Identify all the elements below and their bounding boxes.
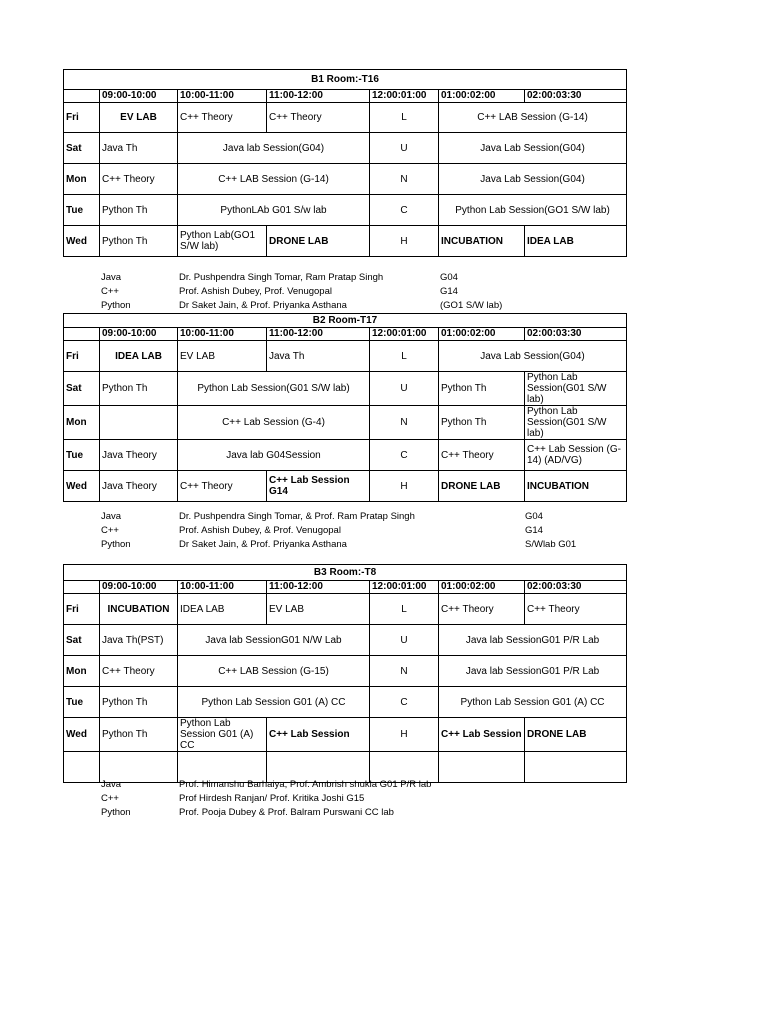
class-cell: C++ Lab Session (439, 718, 525, 752)
class-cell: Python Lab Session(G01 S/W lab) (525, 406, 627, 440)
faculty-names: Prof. Pooja Dubey & Prof. Balram Purswani CC lab (179, 807, 394, 818)
lunch-cell: N (370, 656, 439, 687)
timetable-b1 (63, 69, 627, 257)
day-cell: Mon (64, 164, 100, 195)
class-cell: Java Theory (100, 440, 178, 471)
class-cell: IDEA LAB (178, 594, 267, 625)
class-cell: Python Th (439, 406, 525, 440)
class-cell: Python Lab Session G01 (A) CC (178, 718, 267, 752)
lab-name: G04 (525, 511, 543, 522)
slot-header: 11:00-12:00 (267, 328, 370, 341)
day-cell: Sat (64, 133, 100, 164)
class-cell: C++ Theory (178, 103, 267, 133)
class-cell: Java Lab Session(G04) (439, 164, 627, 195)
class-cell: C++ Theory (178, 471, 267, 502)
class-cell: C++ LAB Session (G-14) (439, 103, 627, 133)
lunch-cell: H (370, 471, 439, 502)
empty-cell (439, 752, 525, 783)
slot-header: 11:00-12:00 (267, 90, 370, 103)
class-cell: C++ Theory (525, 594, 627, 625)
day-cell: Mon (64, 406, 100, 440)
lunch-cell: H (370, 718, 439, 752)
class-cell: Python Lab(GO1 S/W lab) (178, 226, 267, 257)
class-cell: EV LAB (100, 103, 178, 133)
lunch-cell: C (370, 440, 439, 471)
class-cell: Python Th (100, 226, 178, 257)
class-cell: PythonLAb G01 S/w lab (178, 195, 370, 226)
slot-header: 01:00:02:00 (439, 581, 525, 594)
class-cell: Python Lab Session G01 (A) CC (439, 687, 627, 718)
slot-header: 10:00-11:00 (178, 328, 267, 341)
lunch-cell: U (370, 133, 439, 164)
lab-name: (GO1 S/W lab) (440, 300, 503, 311)
class-cell: DRONE LAB (439, 471, 525, 502)
class-cell: C++ Lab Session (G-14) (AD/VG) (525, 440, 627, 471)
class-cell: Java Theory (100, 471, 178, 502)
section-title: B1 Room:-T16 (64, 70, 627, 90)
class-cell: Python Th (100, 718, 178, 752)
class-cell: Java Th (100, 133, 178, 164)
lunch-cell: C (370, 687, 439, 718)
class-cell: IDEA LAB (100, 341, 178, 372)
faculty-names: Dr Saket Jain, & Prof. Priyanka Asthana (179, 300, 347, 311)
slot-header: 09:00-10:00 (100, 328, 178, 341)
subject: Java (101, 779, 122, 790)
slot-header: 10:00-11:00 (178, 90, 267, 103)
subject: Python (101, 300, 131, 311)
class-cell: Java Lab Session(G04) (439, 133, 627, 164)
class-cell: C++ Theory (439, 594, 525, 625)
slot-header: 02:00:03:30 (525, 90, 627, 103)
day-cell: Sat (64, 625, 100, 656)
class-cell: Java lab SessionG01 P/R Lab (439, 656, 627, 687)
lunch-cell: L (370, 594, 439, 625)
class-cell: INCUBATION (100, 594, 178, 625)
day-cell: Fri (64, 341, 100, 372)
class-cell: C++ LAB Session (G-14) (178, 164, 370, 195)
section-title: B2 Room-T17 (64, 314, 627, 328)
day-cell: Wed (64, 226, 100, 257)
lab-name: G14 (440, 286, 458, 297)
slot-header: 12:00:01:00 (370, 328, 439, 341)
day-cell: Tue (64, 440, 100, 471)
day-cell: Fri (64, 103, 100, 133)
slot-header: 09:00-10:00 (100, 90, 178, 103)
class-cell: INCUBATION (439, 226, 525, 257)
faculty-names: Prof Hirdesh Ranjan/ Prof. Kritika Joshi G15 (179, 793, 365, 804)
class-cell: INCUBATION (525, 471, 627, 502)
day-cell: Wed (64, 718, 100, 752)
timetable-b3 (63, 564, 627, 783)
corner-cell (64, 90, 100, 103)
slot-header: 11:00-12:00 (267, 581, 370, 594)
class-cell: Java lab Session(G04) (178, 133, 370, 164)
day-cell: Mon (64, 656, 100, 687)
day-cell: Tue (64, 195, 100, 226)
class-cell: C++ Theory (439, 440, 525, 471)
faculty-names: Prof. Himanshu Barhaiya, Prof. Ambrish shukla G01 P/R lab (179, 779, 432, 790)
empty-cell (64, 752, 100, 783)
lunch-cell: N (370, 406, 439, 440)
class-cell: Java Lab Session(G04) (439, 341, 627, 372)
class-cell: Java lab SessionG01 N/W Lab (178, 625, 370, 656)
class-cell: C++ Theory (267, 103, 370, 133)
subject: Python (101, 539, 131, 550)
day-cell: Wed (64, 471, 100, 502)
lunch-cell: C (370, 195, 439, 226)
lunch-cell: U (370, 372, 439, 406)
faculty-names: Prof. Ashish Dubey, Prof. Venugopal (179, 286, 332, 297)
lunch-cell: L (370, 341, 439, 372)
class-cell: IDEA LAB (525, 226, 627, 257)
lab-name: S/Wlab G01 (525, 539, 577, 550)
faculty-names: Dr. Pushpendra Singh Tomar, & Prof. Ram Pratap Singh (179, 511, 415, 522)
class-cell (100, 406, 178, 440)
class-cell: EV LAB (267, 594, 370, 625)
slot-header: 01:00:02:00 (439, 328, 525, 341)
class-cell: DRONE LAB (267, 226, 370, 257)
class-cell: Java Th (267, 341, 370, 372)
lunch-cell: H (370, 226, 439, 257)
lunch-cell: U (370, 625, 439, 656)
class-cell: Python Lab Session(G01 S/W lab) (178, 372, 370, 406)
slot-header: 02:00:03:30 (525, 581, 627, 594)
slot-header: 01:00:02:00 (439, 90, 525, 103)
slot-header: 02:00:03:30 (525, 328, 627, 341)
lab-name: G04 (440, 272, 458, 283)
class-cell: DRONE LAB (525, 718, 627, 752)
faculty-names: Dr Saket Jain, & Prof. Priyanka Asthana (179, 539, 347, 550)
faculty-names: Dr. Pushpendra Singh Tomar, Ram Pratap Singh (179, 272, 384, 283)
class-cell: C++ LAB Session (G-15) (178, 656, 370, 687)
class-cell: C++ Lab Session (267, 718, 370, 752)
lunch-cell: L (370, 103, 439, 133)
slot-header: 10:00-11:00 (178, 581, 267, 594)
slot-header: 12:00:01:00 (370, 581, 439, 594)
class-cell: Java Th(PST) (100, 625, 178, 656)
lunch-cell: N (370, 164, 439, 195)
slot-header: 12:00:01:00 (370, 90, 439, 103)
class-cell: C++ Theory (100, 656, 178, 687)
day-cell: Tue (64, 687, 100, 718)
subject: Java (101, 511, 122, 522)
subject: Java (101, 272, 122, 283)
class-cell: EV LAB (178, 341, 267, 372)
day-cell: Sat (64, 372, 100, 406)
lab-name: G14 (525, 525, 543, 536)
empty-cell (525, 752, 627, 783)
class-cell: Python Th (100, 195, 178, 226)
corner-cell (64, 328, 100, 341)
timetable-b2 (63, 313, 627, 502)
day-cell: Fri (64, 594, 100, 625)
section-title: B3 Room:-T8 (64, 565, 627, 581)
slot-header: 09:00-10:00 (100, 581, 178, 594)
class-cell: Python Th (100, 372, 178, 406)
class-cell: Python Th (100, 687, 178, 718)
class-cell: Java lab G04Session (178, 440, 370, 471)
corner-cell (64, 581, 100, 594)
class-cell: Python Lab Session(G01 S/W lab) (525, 372, 627, 406)
subject: C++ (101, 525, 119, 536)
class-cell: C++ Theory (100, 164, 178, 195)
subject: Python (101, 807, 131, 818)
subject: C++ (101, 793, 119, 804)
class-cell: Python Lab Session(GO1 S/W lab) (439, 195, 627, 226)
class-cell: Python Th (439, 372, 525, 406)
faculty-names: Prof. Ashish Dubey, & Prof. Venugopal (179, 525, 341, 536)
subject: C++ (101, 286, 119, 297)
class-cell: C++ Lab Session (G-4) (178, 406, 370, 440)
class-cell: Java lab SessionG01 P/R Lab (439, 625, 627, 656)
class-cell: Python Lab Session G01 (A) CC (178, 687, 370, 718)
class-cell: C++ Lab Session G14 (267, 471, 370, 502)
